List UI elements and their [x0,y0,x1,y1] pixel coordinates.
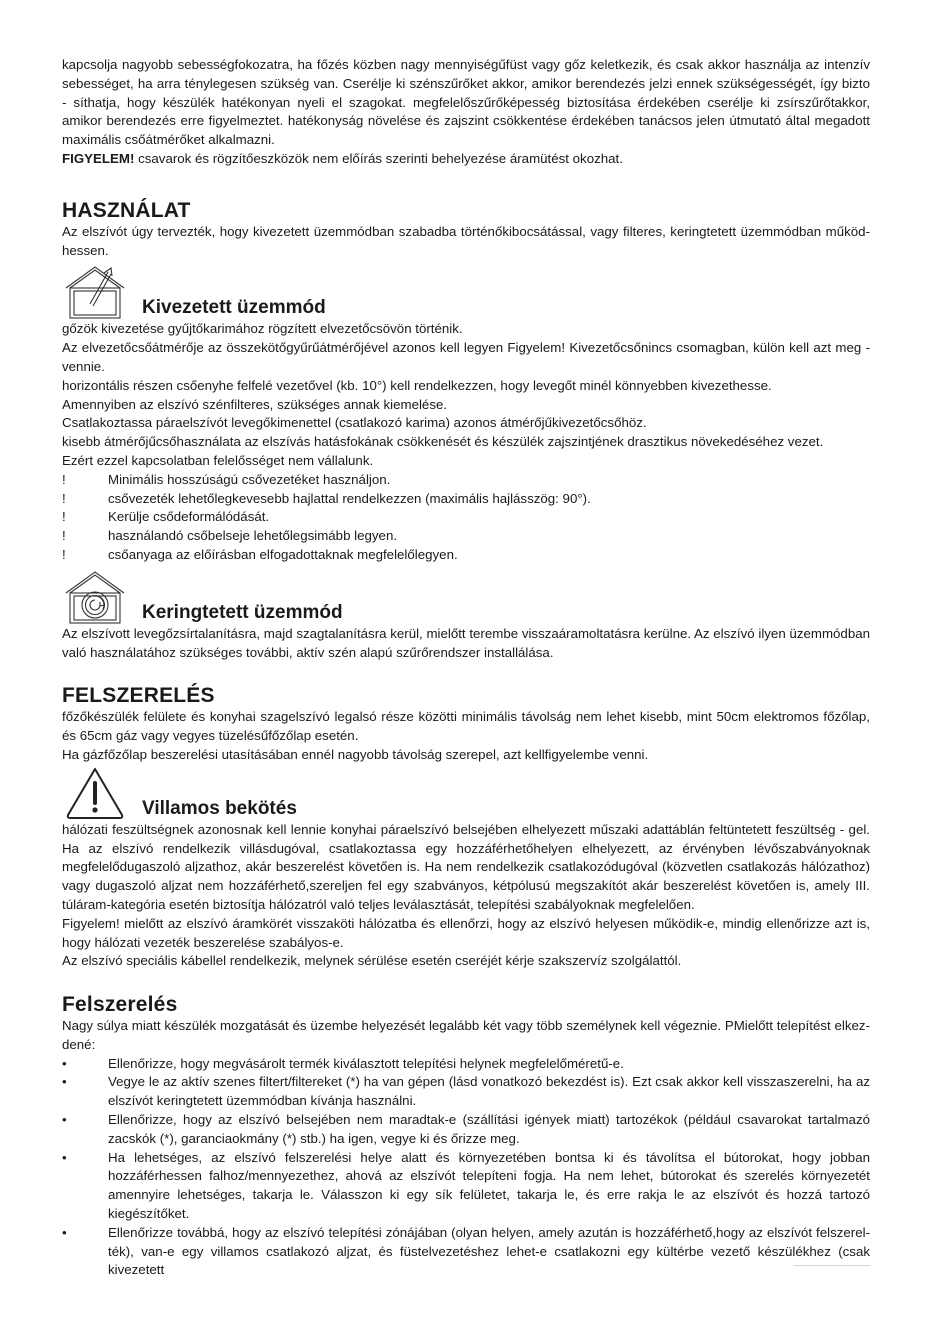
mounting-paragraph: Nagy súlya miatt készülék mozgatását és üzembe helyezését legalább két vagy több személynek kell végeznie. PMielőtt telepítést elkez- dené: [62,1018,870,1052]
warning-triangle-icon [64,765,126,821]
list-item-text: Ellenőrizze, hogy az elszívó belsejében nem maradtak-e (szállítási igények miatt) tartozékok (például csavarokat tartalmazó zacskók (*), garanciaokmány (*) stb.) ha igen, vegye ki és őrizze meg. [108,1112,870,1146]
bullet-dot: • [62,1224,67,1240]
install-line: főzőkészülék felülete és konyhai szagelszívó legalsó része közötti minimális távolság nem lehet kisebb, mint 50cm elektromos főzőlap, és 65cm gáz vagy vegyes tüzelésűfőzőlap esetén. [62,709,870,744]
ducted-checklist [62,471,870,565]
warning-paragraph [62,150,870,169]
manual-page [62,56,870,1280]
ducted-line: Amennyiben az elszívó szénfilteres, szükséges annak kiemelése. [62,396,448,412]
ducted-mode-header [62,260,870,320]
ducted-lines [62,320,870,470]
list-item [62,1149,870,1224]
exclamation-bullet: ! [62,509,66,525]
list-item-text: Ellenőrizze továbbá, hogy az elszívó telepítési zónájában (olyan helyen, amely azután is hozzáférhető,hogy az elszívót felszerel- ték), van-e egy villamos csatlakozó aljzat, és füstelvezetéshez lehet-e csatlakozni egy kültérbe vezető készülékhez (csak kivezetett [108,1224,870,1278]
exclamation-bullet: ! [62,490,66,506]
usage-heading: HASZNÁLAT [62,198,191,222]
list-item-text: Vegye le az aktív szenes filtert/filtereket (*) ha van gépen (lásd vonatkozó bekezdést is). Ezt csak akkor kell visszaszerelni, ha az elszívót keringtetett üzemmódban kívánja használni. [108,1074,870,1109]
recirculation-mode-title: Keringtetett üzemmód [142,601,343,623]
ducted-line: horizontális részen csőenyhe felfelé vezetővel (kb. 10°) kell rendelkezzen, hogy levegőt minél könnyebben kivezethesse. [62,377,772,393]
recirculation-mode-header [62,565,870,625]
list-item [62,1073,870,1111]
ducted-line: Ezért ezzel kapcsolatban felelősséget nem vállalunk. [62,452,374,468]
list-item-text: Minimális hosszúságú csővezetéket használjon. [108,471,391,487]
list-item [62,508,870,527]
electrical-line: hálózati feszültségnek azonosnak kell lennie konyhai páraelszívó belsejében elhelyezett műszaki adattáblán feltüntetett feszültség - gel. Ha az elszívó rendelkezik villásdugóval, csatlakoztassa egy hozzáférhetőhelyen elhelyezett, az érvényben lévőszabványoknak megfelelődugaszoló aljzathoz, akár beszerelést követően is. Ha nem rendelkezik csatlakozódugóval (közvetlen csatlakozás hálózathoz) vagy dugaszoló aljzat nem hozzáférhető,szereljen fel egy szabványos, kétpólusú megszakítót akár beszerelést követően is, amely III. túláram-kategória esetén biztosítja hálózatról való teljes leválasztását, telepítési szabályoknak megfelelően. [62,821,870,912]
list-item [62,1224,870,1280]
electrical-line: Figyelem! mielőtt az elszívó áramkörét visszaköti hálózatba és ellenőrzi, hogy az elszívó helyesen működik-e, mindig ellenőrizze azt is, hogy hálózati vezeték beszerelése szabályos-e. [62,915,870,950]
ducted-mode-title: Kivezetett üzemmód [142,297,326,319]
list-item [62,527,870,546]
mounting-checklist [62,1055,870,1281]
list-item [62,490,870,509]
recirculation-house-icon [64,569,126,625]
ducted-line: Az elvezetőcsőátmérője az összekötőgyűrűátmérőjével azonos kell legyen Figyelem! Kivezetőcsőnincs csomagban, külön kell azt meg - vennie. [62,340,870,374]
list-item-text: Kerülje csődeformálódását. [108,509,270,525]
list-item [62,471,870,490]
intro-paragraph: kapcsolja nagyobb sebességfokozatra, ha főzés közben nagy mennyiségűfüst vagy gőz keletkezik, és csak akkor használja az intenzív sebességet, ha arra ténylegesen szükség van. Cserélje ki szénszűrőket akkor, amikor berendezés jelzi ennek szükségességét, így bizto - síthatja, hogy készülék hatékonyan nyeli el szagokat. megfelelőszűrőképesség biztosítása érdekében cserélje ki zsírszűrőtakkor, amikor berendezés erre figyelmeztet. hatékonyság növelése és zajszint csökkentése érdekében tanácsos jelen útmutató által megadott maximális csőátmérőket alkalmazni. [62,57,870,148]
list-item-text: csővezeték lehetőlegkevesebb hajlattal rendelkezzen (maximális hajlásszög: 90°). [108,490,591,506]
exclamation-bullet: ! [62,471,66,487]
warning-text: csavarok és rögzítőeszközök nem előírás szerinti behelyezése áramütést okozhat. [134,150,623,166]
footer-divider [794,1265,870,1266]
list-item [62,1111,870,1149]
list-item-text: Ha lehetséges, az elszívó felszerelési helye alatt és környezetében bontsa ki és távolítsa el bútorokat, hogy jobban hozzáférhessen falhoz/mennyezethez, ahová az elszívót telepíteni fogja. Ha nem lehet, bútorokat és szerelés környezetét amennyire lehetséges, takarja le. Válasszon ki egy sík felületet, takarja le, és erre rakja le az elszívót és hozzá tartozó kiegészítőket. [108,1149,870,1222]
electrical-title: Villamos bekötés [142,797,297,819]
mounting-heading: Felszerelés [62,993,178,1017]
recirculation-paragraph: Az elszívott levegőzsírtalanításra, majd szagtalanításra kerül, mielőtt terembe visszaáramoltatásra kerülne. Az elszívó ilyen üzemmódban való használatához szükséges további, aktív szén alapú szűrőrendszer installálása. [62,625,870,660]
list-item-text: csőanyaga az előírásban elfogadottaknak megfelelőlegyen. [108,546,458,562]
warning-label: FIGYELEM! [62,150,135,166]
install-line: Ha gázfőzőlap beszerelési utasításában ennél nagyobb távolság szerepel, azt kellfigyelembe venni. [62,746,649,762]
ducted-line: Csatlakoztassa páraelszívót levegőkimenettel (csatlakozó karima) azonos átmérőjűkivezetőcsőhöz. [62,415,647,431]
exclamation-bullet: ! [62,528,66,544]
ducted-house-icon [64,264,126,320]
bullet-dot: • [62,1112,67,1128]
list-item-text: használandó csőbelseje lehetőlegsimább legyen. [108,528,398,544]
ducted-line: gőzök kivezetése gyűjtőkarimához rögzített elvezetőcsövön történik. [62,321,463,337]
bullet-dot: • [62,1055,67,1071]
list-item [62,546,870,565]
electrical-header [62,765,870,821]
electrical-line: Az elszívó speciális kábellel rendelkezik, melynek sérülése esetén cseréjét kérje szakszervíz szolgálattól. [62,953,682,969]
bullet-dot: • [62,1074,67,1090]
exclamation-bullet: ! [62,546,66,562]
usage-paragraph: Az elszívót úgy tervezték, hogy kivezetett üzemmódban szabadba történőkibocsátással, vagy filteres, keringtetett üzemmódban működ- hessen. [62,223,870,258]
ducted-line: kisebb átmérőjűcsőhasználata az elszívás hatásfokának csökkenését és készülék zajszintjének drasztikus növekedéséhez vezet. [62,434,824,450]
bullet-dot: • [62,1149,67,1165]
list-item [62,1055,870,1074]
install-heading: FELSZERELÉS [62,684,215,708]
list-item-text: Ellenőrizze, hogy megvásárolt termék kiválasztott telepítési helynek megfelelőméretű-e. [108,1055,624,1071]
